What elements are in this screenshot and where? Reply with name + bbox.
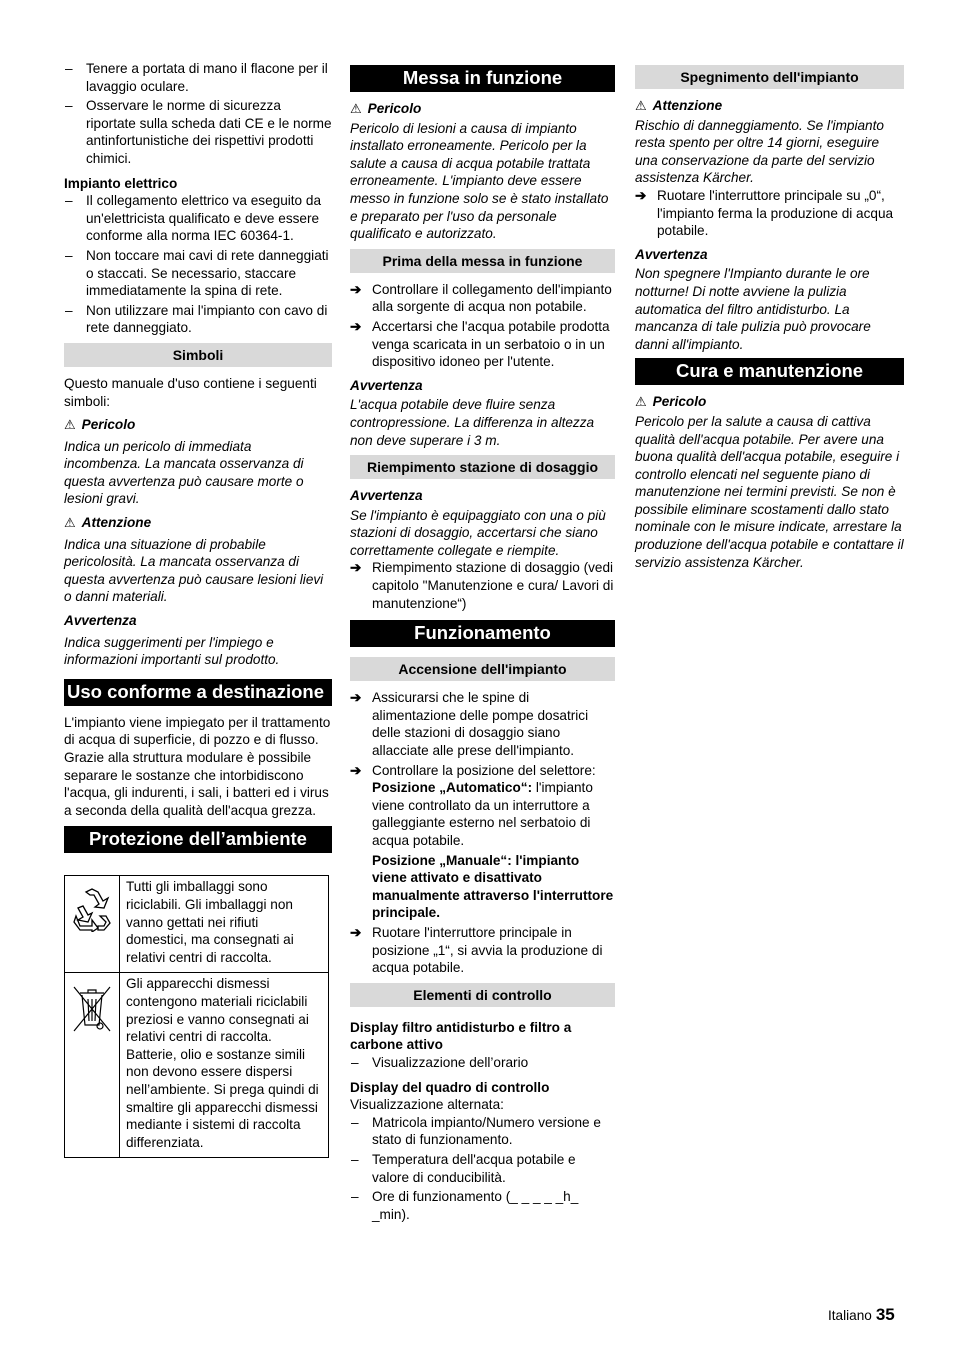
list-item: – Ore di funzionamento (_ _ _ _ _h_ _min).: [350, 1188, 615, 1223]
list-item: ➔ Riempimento stazione di dosaggio (vedi capitolo "Manutenzione e cura/ Lavori di manutenzione“): [350, 560, 614, 611]
note-label: Avvertenza: [64, 613, 137, 629]
list-item: – Non utilizzare mai l'impianto con cavo di rete danneggiato.: [64, 302, 332, 337]
switch-on-heading: Accensione dell'impianto: [350, 657, 615, 681]
page-number: 35: [875, 1305, 895, 1324]
warning-triangle-icon: ⚠: [64, 515, 76, 531]
display2-intro: Visualizzazione alternata:: [350, 1097, 504, 1113]
note-label: Avvertenza: [350, 488, 423, 504]
crossed-bin-icon: [65, 973, 120, 1158]
arrow-icon: ➔: [350, 318, 362, 334]
intended-use-heading: Uso conforme a destinazione: [64, 679, 332, 706]
danger-label: ⚠ Pericolo: [350, 101, 422, 116]
list-item: – Visualizzazione dell’orario: [350, 1054, 615, 1072]
note-text: Se l'impianto è equipaggiato con una o più stazioni di dosaggio, accertarsi che siano correttamente collegate e riempite.: [350, 507, 606, 558]
dosing-heading: Riempimento stazione di dosaggio: [350, 455, 615, 479]
list-item: ➔ Controllare la posizione del selettore:: [350, 762, 596, 778]
danger-text: Pericolo di lesioni a causa di impianto installato erroneamente. Pericolo per la salute a causa di acqua potabile trattata erroneamente. L'impianto deve essere messo in funzione solo se è stato installato e preparato per l'uso da personale qualificato e autorizzato.: [350, 120, 609, 242]
warning-triangle-icon: ⚠: [635, 98, 647, 113]
caution-text: Indica una situazione di probabile pericolosità. La mancata osservanza di questa avvertenza può causare lesioni lievi o danni materiali.: [64, 536, 324, 605]
env-text: Tutti gli imballaggi sono riciclabili. Gli imballaggi non vanno gettati nei rifiuti domestici, ma consegnati ai relativi centri di raccolta.: [120, 876, 329, 973]
table-row: [65, 876, 329, 973]
recycle-icon: [65, 876, 120, 973]
danger-label: ⚠ Pericolo: [635, 394, 707, 410]
list-item: – Tenere a portata di mano il flacone per il lavaggio oculare.: [64, 60, 332, 95]
controls-heading: Elementi di controllo: [350, 983, 615, 1007]
operation-heading: Funzionamento: [350, 620, 615, 647]
page-footer: [828, 1306, 895, 1325]
table-row: [65, 973, 329, 1158]
list-item: – Il collegamento elettrico va eseguito da un'elettricista qualificato e deve essere conforme alla norma IEC 60364-1.: [64, 192, 332, 245]
arrow-icon: ➔: [350, 281, 362, 297]
intended-use-text: Grazie alla struttura modulare è possibile separare le sostanze che intorbidiscono l'acqua, gli indurenti, i sali, i batteri ed i virus a seconda della qualità dell'acqua grezza.: [64, 750, 329, 818]
danger-label: ⚠ Pericolo: [64, 417, 136, 433]
warning-triangle-icon: ⚠: [350, 101, 362, 116]
note-text: Non spegnere l'Impianto durante le ore notturne! Di notte avviene la pulizia automatica del filtro antidisturbo. La mancanza di tale pulizia può provocare danni all'impianto.: [635, 266, 871, 352]
shutdown-heading: Spegnimento dell'impianto: [635, 65, 904, 89]
arrow-icon: ➔: [350, 560, 362, 576]
caution-label: ⚠ Attenzione: [635, 98, 723, 113]
list-item: ➔ Controllare il collegamento dell'impianto alla sorgente di acqua non potabile.: [350, 281, 612, 315]
footer-language: Italiano: [828, 1308, 872, 1323]
caution-text: Rischio di danneggiamento. Se l'impianto resta spento per oltre 14 giorni, eseguire una conservazione da parte del servizio assistenza Kärcher.: [635, 117, 884, 186]
symbols-intro: Questo manuale d'uso contiene i seguenti simboli:: [64, 375, 317, 409]
manual-position-text: Posizione „Manuale“: l'impianto viene attivato e disattivato manualmente attraverso l'interruttore principale.: [372, 852, 614, 921]
note-label: Avvertenza: [635, 246, 708, 262]
arrow-icon: ➔: [350, 690, 362, 706]
environment-heading: Protezione dell’ambiente: [64, 826, 332, 853]
list-item: ➔ Ruotare l'interruttore principale in posizione „1“, si avvia la produzione di acqua potabile.: [350, 924, 603, 976]
list-item: – Non toccare mai cavi di rete danneggiati o staccati. Se necessario, staccare immediatamente la spina di rete.: [64, 247, 332, 300]
before-startup-heading: Prima della messa in funzione: [350, 249, 615, 273]
caution-label: ⚠ Attenzione: [64, 515, 152, 531]
care-heading: Cura e manutenzione: [635, 358, 904, 385]
list-item: ➔ Ruotare l'interruttore principale su „0“, l'impianto ferma la produzione di acqua potabile.: [635, 187, 894, 239]
column-left: [64, 60, 332, 1158]
electrical-heading: Impianto elettrico: [64, 175, 178, 191]
startup-heading: Messa in funzione: [350, 65, 615, 92]
list-item: – Matricola impianto/Numero versione e stato di funzionamento.: [350, 1114, 615, 1149]
note-text: L'acqua potabile deve fluire senza contropressione. La differenza in altezza non deve superare i 3 m.: [350, 397, 595, 448]
intended-use-text: L'impianto viene impiegato per il trattamento di acqua di superficie, di pozzo e di flusso.: [64, 714, 331, 748]
note-label: Avvertenza: [350, 377, 423, 393]
column-middle: [350, 60, 615, 1223]
auto-position-text: Posizione „Automatico“: l'impianto viene controllato da un interruttore a galleggiante esterno nel serbatoio di acqua potabile.: [372, 780, 593, 848]
list-item: ➔ Accertarsi che l'acqua potabile prodotta venga scaricata in un serbatoio o in un dispositivo idoneo per l'utente.: [350, 318, 610, 370]
symbols-heading: Simboli: [64, 343, 332, 367]
list-item: ➔ Assicurarsi che le spine di alimentazione delle pompe dosatrici delle stazioni di dosaggio siano allacciate alle prese dell'impianto.: [350, 690, 589, 759]
warning-triangle-icon: ⚠: [64, 417, 76, 433]
note-text: Indica suggerimenti per l'impiego e informazioni importanti sul prodotto.: [64, 634, 280, 668]
danger-text: Pericolo per la salute a causa di cattiva qualità dell'acqua potabile. Per avere una buona qualità dell'acqua potabile, eseguire i controllo elencati nel seguente piano di manutenzione nei termini previsti. Se non è possibile eliminare scostamenti dallo stato nominale con le misure indicate, arrestare la produzione dell'acqua potabile e contattare il servizio assistenza Kärcher.: [635, 413, 904, 570]
warning-triangle-icon: ⚠: [635, 394, 647, 410]
arrow-icon: ➔: [350, 924, 362, 940]
display2-heading: Display del quadro di controllo: [350, 1079, 550, 1095]
list-item: – Osservare le norme di sicurezza riportate sulla scheda dati CE e le norme antinfortunistiche dei rispettivi prodotti chimici.: [64, 97, 332, 167]
display1-heading: Display filtro antidisturbo e filtro a carbone attivo: [350, 1019, 572, 1053]
arrow-icon: ➔: [635, 187, 647, 203]
list-item: – Temperatura dell'acqua potabile e valore di conducibilità.: [350, 1151, 615, 1186]
arrow-icon: ➔: [350, 762, 362, 778]
danger-text: Indica un pericolo di immediata incombenza. La mancata osservanza di questa avvertenza può causare morte o lesioni gravi.: [64, 438, 304, 507]
environment-table: [64, 875, 329, 1158]
env-text: Gli apparecchi dismessi contengono materiali riciclabili preziosi e vanno consegnati ai relativi centri di raccolta. Batterie, olio e sostanze simili non devono essere dispersi nell’ambiente. Si prega quindi di smaltire gli apparecchi dismessi mediante i sistemi di raccolta differenziata.: [120, 973, 329, 1158]
column-right: [635, 60, 904, 571]
